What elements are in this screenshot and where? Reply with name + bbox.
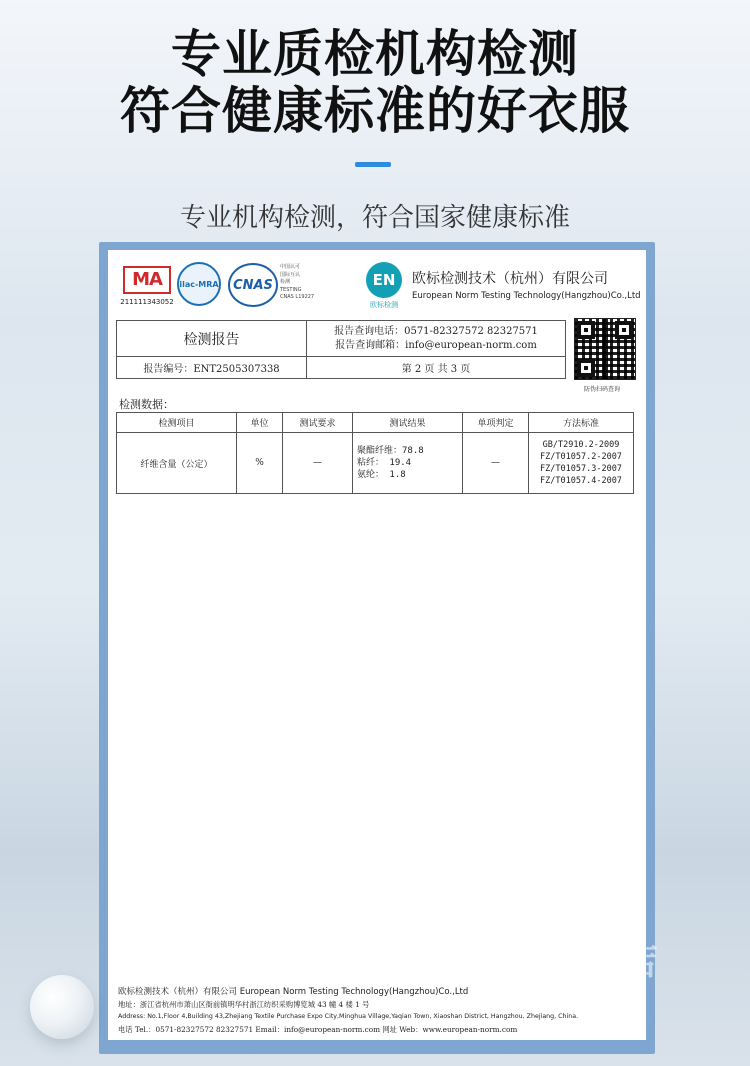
footer-address-en: Address: No.1,Floor 4,Building 43,Zhejiang Textile Purchase Expo City,Minghua Village,Yaqian Town, Xiaoshan District, Hangzhou, Zhejiang, China. bbox=[118, 1013, 579, 1020]
headline-line-1: 专业质检机构检测 bbox=[171, 25, 579, 83]
method-line: FZ/T01057.4-2007 bbox=[540, 476, 622, 486]
cell-item: 纤维含量（公定） bbox=[117, 433, 237, 494]
qr-code-icon[interactable] bbox=[574, 318, 636, 380]
col-header-unit: 单位 bbox=[237, 413, 283, 433]
report-phone: 报告查询电话：0571-82327572 82327571 bbox=[334, 325, 538, 337]
ilac-text: ilac-MRA bbox=[179, 279, 219, 289]
cnas-note-line: 国际互认 bbox=[280, 271, 301, 278]
col-header-judgement: 单项判定 bbox=[463, 413, 529, 433]
en-company-logo bbox=[364, 262, 404, 310]
col-header-result: 测试结果 bbox=[353, 413, 463, 433]
cnas-logo-icon bbox=[228, 263, 278, 307]
data-section-label: 检测数据： bbox=[119, 398, 174, 411]
cma-logo bbox=[120, 266, 174, 312]
headline-line-2: 符合健康标准的好衣服 bbox=[120, 82, 630, 140]
cell-unit: % bbox=[237, 433, 283, 494]
method-line: FZ/T01057.2-2007 bbox=[540, 452, 622, 462]
col-header-requirement: 测试要求 bbox=[283, 413, 353, 433]
cnas-note-line: TESTING bbox=[280, 286, 302, 293]
method-line: FZ/T01057.3-2007 bbox=[540, 464, 622, 474]
table-row bbox=[117, 433, 634, 494]
cma-number: 211111343052 bbox=[120, 298, 174, 306]
col-header-item: 检测项目 bbox=[117, 413, 237, 433]
col-header-method: 方法标准 bbox=[529, 413, 634, 433]
results-header-row bbox=[117, 413, 634, 433]
cnas-text: CNAS bbox=[233, 277, 273, 293]
cnas-note-line: CNAS L19227 bbox=[280, 294, 315, 300]
report-page: 第 2 页 共 3 页 bbox=[307, 357, 566, 379]
report-number: 报告编号：ENT2505307338 bbox=[117, 357, 307, 379]
result-line: 粘纤： 19.4 bbox=[357, 458, 412, 468]
result-line: 聚酯纤维：78.8 bbox=[357, 446, 424, 456]
en-logo-subtext: 欧标检测 bbox=[370, 301, 398, 309]
cnas-accreditation-note bbox=[280, 264, 340, 302]
certification-logos bbox=[120, 262, 641, 312]
cnas-note-line: 中国认可 bbox=[280, 264, 301, 270]
report-title: 检测报告 bbox=[117, 321, 307, 357]
company-name-en: European Norm Testing Technology(Hangzhou)Co.,Ltd bbox=[412, 291, 641, 301]
cell-method bbox=[529, 433, 634, 494]
footer-address-cn: 地址：浙江省杭州市萧山区衙前镇明华村浙江纺织采购博览城 43 幢 4 楼 1 号 bbox=[118, 999, 370, 1009]
subtitle: 专业机构检测，符合国家健康标准 bbox=[179, 203, 570, 233]
decorative-ball bbox=[30, 975, 94, 1039]
document-footer bbox=[118, 986, 638, 1036]
company-name-cn: 欧标检测技术（杭州）有限公司 bbox=[412, 271, 608, 287]
cnas-note-line: 检测 bbox=[280, 279, 291, 285]
cell-requirement: — bbox=[283, 433, 353, 494]
qr-caption: 防伪扫码查询 bbox=[584, 386, 621, 393]
footer-company: 欧标检测技术（杭州）有限公司 European Norm Testing Technology(Hangzhou)Co.,Ltd bbox=[118, 987, 469, 997]
footer-contact: 电话 Tel.：0571-82327572 82327571 Email：info@european-norm.com 网址 Web：www.european-norm.com bbox=[118, 1024, 518, 1034]
en-logo-icon: EN bbox=[366, 262, 402, 298]
store-watermark: 旗舰店 bbox=[540, 939, 661, 983]
report-contact bbox=[307, 321, 566, 357]
method-line: GB/T2910.2-2009 bbox=[542, 440, 620, 450]
accent-divider bbox=[355, 162, 391, 167]
report-email: 报告查询邮箱：info@european-norm.com bbox=[335, 339, 537, 351]
results-table bbox=[116, 412, 634, 494]
test-report-document bbox=[108, 250, 646, 1040]
ilac-mra-logo-icon bbox=[177, 262, 221, 306]
qr-finder bbox=[615, 321, 633, 339]
cell-result bbox=[353, 433, 463, 494]
cma-mark-icon: MA bbox=[123, 266, 171, 294]
result-line: 氨纶： 1.8 bbox=[357, 470, 406, 480]
cell-judgement: — bbox=[463, 433, 529, 494]
qr-finder bbox=[577, 321, 595, 339]
qr-finder bbox=[577, 359, 595, 377]
report-header-table bbox=[116, 320, 566, 379]
